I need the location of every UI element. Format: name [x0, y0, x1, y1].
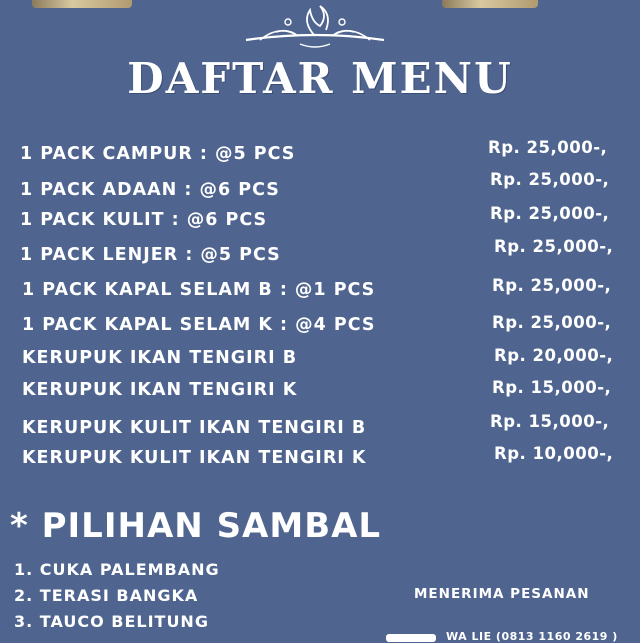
menu-row [0, 412, 640, 442]
menu-row [0, 237, 640, 269]
menu-row [0, 380, 640, 404]
menu-item-price: Rp. 25,000-, [492, 313, 612, 332]
menu-item-name: KERUPUK IKAN TENGIRI B [22, 348, 298, 368]
menu-row [0, 276, 640, 304]
menu-row [0, 348, 640, 372]
menu-item-name: 1 PACK KULIT : @6 PCS [20, 210, 268, 230]
order-label: MENERIMA PESANAN [414, 586, 590, 602]
menu-item-name: 1 PACK KAPAL SELAM K : @4 PCS [22, 315, 376, 335]
menu-row [0, 138, 640, 168]
menu-item-price: Rp. 25,000-, [492, 276, 612, 295]
menu-item-name: 1 PACK KAPAL SELAM B : @1 PCS [22, 280, 376, 300]
menu-item-price: Rp. 15,000-, [490, 412, 610, 431]
food-photo-left [32, 0, 132, 8]
contact-info [386, 630, 626, 643]
page-title: DAFTAR MENU [127, 54, 513, 103]
menu-item-name: KERUPUK KULIT IKAN TENGIRI B [22, 418, 367, 438]
sambal-item: 2. TERASI BANGKA [14, 586, 199, 605]
menu-row [0, 204, 640, 234]
ornament-icon [240, 0, 390, 52]
menu-item-price: Rp. 15,000-, [492, 378, 612, 397]
menu-item-price: Rp. 20,000-, [494, 346, 614, 365]
sambal-item: 1. CUKA PALEMBANG [14, 560, 220, 579]
sambal-title: * PILIHAN SAMBAL [10, 506, 382, 546]
sambal-item: 3. TAUCO BELITUNG [14, 612, 209, 631]
whatsapp-icon [386, 634, 436, 642]
menu-item-name: 1 PACK ADAAN : @6 PCS [20, 180, 280, 200]
menu-item-name: KERUPUK KULIT IKAN TENGIRI K [22, 448, 367, 468]
menu-item-name: KERUPUK IKAN TENGIRI K [22, 380, 298, 400]
menu-row [0, 315, 640, 339]
menu-item-price: Rp. 10,000-, [494, 444, 614, 463]
menu-item-name: 1 PACK LENJER : @5 PCS [20, 245, 281, 265]
menu-item-price: Rp. 25,000-, [488, 138, 608, 157]
menu-row [0, 444, 640, 472]
food-photo-right [442, 0, 538, 8]
menu-item-price: Rp. 25,000-, [490, 170, 610, 189]
contact-text: WA LIE (0813 1160 2619 ) [446, 630, 618, 643]
menu-item-price: Rp. 25,000-, [494, 237, 614, 256]
menu-item-price: Rp. 25,000-, [490, 204, 610, 223]
menu-row [0, 170, 640, 204]
menu-item-name: 1 PACK CAMPUR : @5 PCS [20, 144, 296, 164]
